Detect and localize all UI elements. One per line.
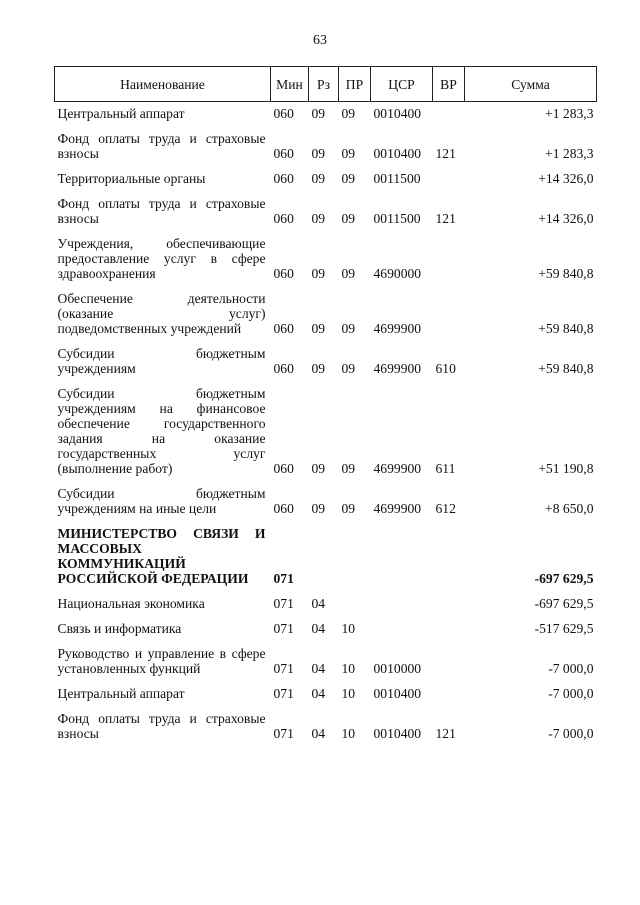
cell-pr: 09	[341, 211, 356, 226]
cell-min: 060	[273, 501, 294, 516]
cell-rz: 04	[311, 661, 326, 676]
cell-name: Центральный аппарат	[57, 686, 185, 701]
cell-rz: 04	[311, 596, 326, 611]
cell-name: Субсидии бюджетным учреждениям на иные цели	[57, 486, 266, 516]
table-row	[55, 287, 597, 342]
cell-sum: -517 629,5	[534, 621, 594, 636]
cell-sum: -7 000,0	[548, 726, 594, 741]
cell-csr: 4699900	[373, 321, 422, 336]
cell-sum: +51 190,8	[538, 461, 594, 476]
cell-sum: +59 840,8	[538, 361, 594, 376]
cell-rz: 09	[311, 501, 326, 516]
page-number: 63	[313, 33, 327, 48]
cell-csr	[371, 617, 433, 642]
cell-name: Национальная экономика	[57, 596, 205, 611]
header-min: Мин	[271, 67, 309, 102]
table-row	[55, 102, 597, 128]
cell-vr	[433, 232, 465, 287]
cell-name: Руководство и управление в сфере установленных функций	[57, 646, 266, 676]
cell-pr: 09	[341, 321, 356, 336]
cell-name: Субсидии бюджетным учреждениям	[57, 346, 266, 376]
cell-rz: 09	[311, 171, 326, 186]
table-row	[55, 232, 597, 287]
table-row	[55, 127, 597, 167]
cell-sum: +8 650,0	[545, 501, 594, 516]
table-row	[55, 682, 597, 707]
cell-pr: 09	[341, 361, 356, 376]
budget-table	[54, 66, 597, 747]
table-header	[55, 67, 597, 102]
cell-vr	[433, 642, 465, 682]
cell-name: Учреждения, обеспечивающие предоставление услуг в сфере здравоохранения	[57, 236, 266, 281]
cell-vr	[433, 522, 465, 592]
cell-min: 071	[273, 621, 294, 636]
cell-min: 060	[273, 461, 294, 476]
cell-name: Субсидии бюджетным учреждениям на финансовое обеспечение государственного задания на оказание государственных услуг (выполнение работ)	[57, 386, 266, 476]
cell-vr	[433, 592, 465, 617]
cell-csr: 0011500	[373, 211, 421, 226]
cell-vr: 611	[435, 461, 456, 476]
cell-name: Фонд оплаты труда и страховые взносы	[57, 131, 266, 161]
cell-min: 071	[273, 596, 294, 611]
cell-csr: 0010400	[373, 726, 422, 741]
cell-rz: 04	[311, 686, 326, 701]
cell-pr: 10	[341, 621, 356, 636]
cell-pr: 09	[341, 266, 356, 281]
cell-rz: 04	[311, 726, 326, 741]
table-row	[55, 167, 597, 192]
cell-csr	[371, 592, 433, 617]
table-row	[55, 592, 597, 617]
cell-vr	[433, 617, 465, 642]
cell-rz: 09	[311, 321, 326, 336]
header-pr: ПР	[339, 67, 371, 102]
cell-sum: -7 000,0	[548, 686, 594, 701]
cell-pr	[339, 522, 371, 592]
cell-vr	[433, 102, 465, 128]
cell-csr: 0010000	[373, 661, 422, 676]
header-row	[55, 67, 597, 102]
cell-rz: 09	[311, 361, 326, 376]
cell-rz: 04	[311, 621, 326, 636]
cell-vr: 121	[435, 211, 456, 226]
cell-name: Фонд оплаты труда и страховые взносы	[57, 711, 266, 741]
cell-sum: +59 840,8	[538, 266, 594, 281]
cell-sum: +14 326,0	[538, 211, 594, 226]
cell-rz: 09	[311, 266, 326, 281]
cell-pr: 09	[341, 501, 356, 516]
cell-csr: 4699900	[373, 361, 422, 376]
cell-min: 071	[273, 661, 294, 676]
cell-pr: 10	[341, 661, 356, 676]
table-row	[55, 482, 597, 522]
cell-min: 071	[273, 686, 294, 701]
cell-vr: 121	[435, 146, 456, 161]
cell-sum: -697 629,5	[534, 571, 594, 586]
cell-vr: 610	[435, 361, 456, 376]
cell-sum: +1 283,3	[545, 106, 594, 121]
cell-name: Обеспечение деятельности (оказание услуг) подведомственных учреждений	[57, 291, 266, 336]
cell-pr: 10	[341, 686, 356, 701]
cell-min: 060	[273, 211, 294, 226]
cell-pr	[339, 592, 371, 617]
cell-name: Связь и информатика	[57, 621, 182, 636]
table-row	[55, 642, 597, 682]
cell-vr	[433, 682, 465, 707]
cell-rz	[309, 522, 339, 592]
cell-pr: 10	[341, 726, 356, 741]
cell-rz: 09	[311, 461, 326, 476]
cell-name: Центральный аппарат	[57, 106, 185, 121]
table-row	[55, 192, 597, 232]
cell-name: Фонд оплаты труда и страховые взносы	[57, 196, 266, 226]
cell-csr: 4690000	[373, 266, 422, 281]
cell-rz: 09	[311, 146, 326, 161]
table-row	[55, 382, 597, 482]
cell-vr: 121	[435, 726, 456, 741]
cell-rz: 09	[311, 106, 326, 121]
cell-vr	[433, 287, 465, 342]
header-rz: Рз	[309, 67, 339, 102]
cell-vr: 612	[435, 501, 456, 516]
cell-csr: 0010400	[373, 106, 422, 121]
cell-min: 071	[273, 726, 294, 741]
cell-min: 060	[273, 171, 294, 186]
cell-min: 060	[273, 361, 294, 376]
table-row	[55, 707, 597, 747]
cell-sum: -7 000,0	[548, 661, 594, 676]
cell-pr: 09	[341, 171, 356, 186]
cell-sum: +1 283,3	[545, 146, 594, 161]
cell-csr	[371, 522, 433, 592]
cell-vr	[433, 167, 465, 192]
cell-name: МИНИСТЕРСТВО СВЯЗИ И МАССОВЫХ КОММУНИКАЦИЙ РОССИЙСКОЙ ФЕДЕРАЦИИ	[57, 526, 266, 586]
table-row	[55, 342, 597, 382]
header-vr: ВР	[433, 67, 465, 102]
cell-min: 060	[273, 321, 294, 336]
cell-min: 060	[273, 106, 294, 121]
cell-csr: 4699900	[373, 461, 422, 476]
cell-csr: 0011500	[373, 171, 421, 186]
cell-csr: 0010400	[373, 686, 422, 701]
cell-pr: 09	[341, 106, 356, 121]
cell-pr: 09	[341, 461, 356, 476]
cell-pr: 09	[341, 146, 356, 161]
cell-sum: +59 840,8	[538, 321, 594, 336]
header-csr: ЦСР	[371, 67, 433, 102]
cell-min: 060	[273, 146, 294, 161]
cell-csr: 0010400	[373, 146, 422, 161]
cell-rz: 09	[311, 211, 326, 226]
cell-name: Территориальные органы	[57, 171, 206, 186]
table-row	[55, 522, 597, 592]
cell-sum: -697 629,5	[534, 596, 594, 611]
table-row	[55, 617, 597, 642]
header-sum: Сумма	[465, 67, 597, 102]
cell-csr: 4699900	[373, 501, 422, 516]
header-name: Наименование	[55, 67, 271, 102]
cell-sum: +14 326,0	[538, 171, 594, 186]
cell-min: 060	[273, 266, 294, 281]
table-body	[55, 102, 597, 748]
cell-min: 071	[273, 571, 294, 586]
